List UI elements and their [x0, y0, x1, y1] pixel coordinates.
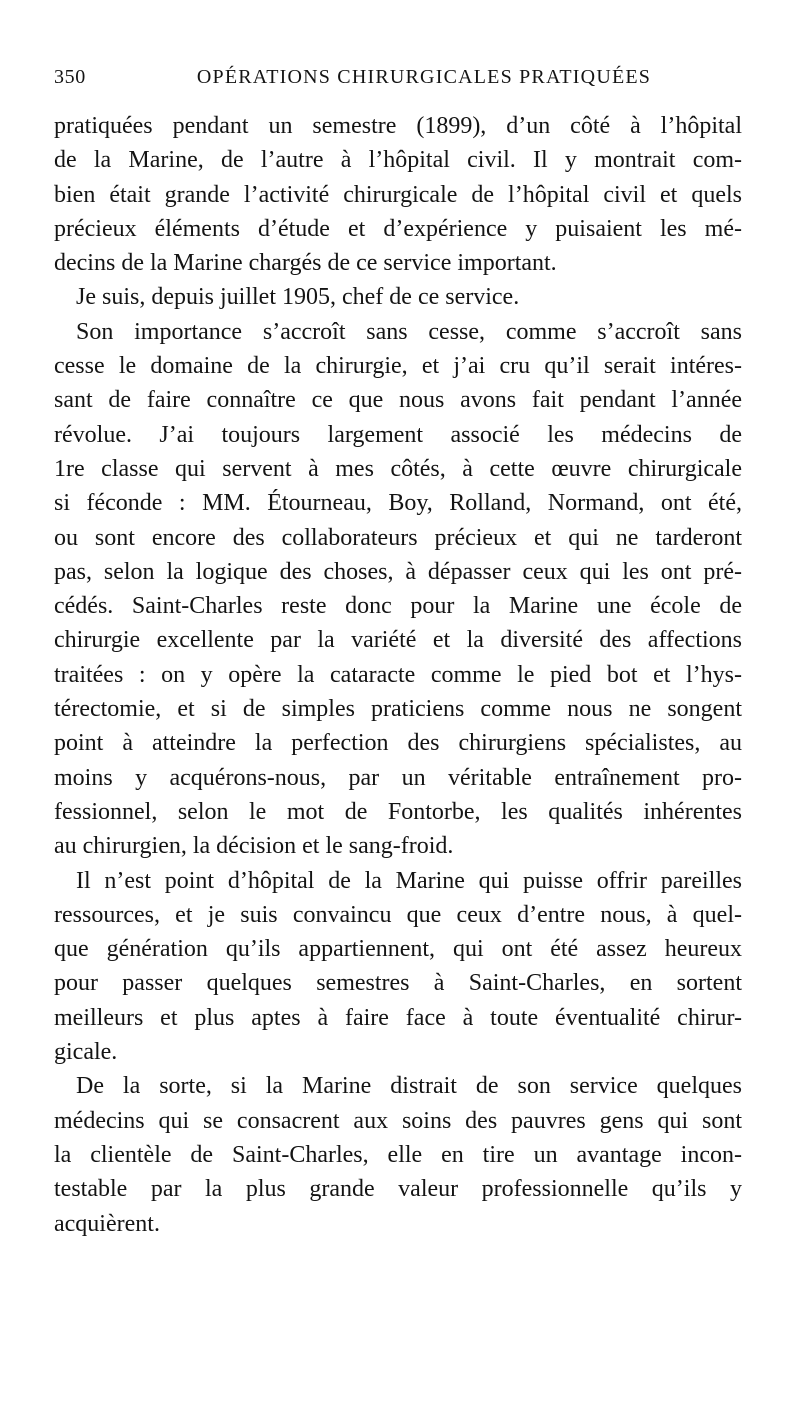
- text-line: bien était grande l’activité chirurgicale de l’hôpital civil et quels: [54, 181, 742, 208]
- text-line: précieux éléments d’étude et d’expérience y puisaient les mé-: [54, 215, 742, 242]
- text-line: pratiquées pendant un semestre (1899), d’un côté à l’hôpital: [54, 113, 742, 139]
- text-line: cesse le domaine de la chirurgie, et j’ai cru qu’il serait intéres-: [54, 353, 742, 380]
- text-line: De la sorte, si la Marine distrait de son service quelques: [76, 1073, 742, 1100]
- text-line: sant de faire connaître ce que nous avons fait pendant l’année: [54, 387, 742, 414]
- text-line: Son importance s’accroît sans cesse, comme s’accroît sans: [76, 318, 742, 345]
- text-line: acquièrent.: [54, 1210, 160, 1237]
- text-line: Il n’est point d’hôpital de la Marine qui puisse offrir pareilles: [76, 867, 742, 894]
- text-line: térectomie, et si de simples praticiens comme nous ne songent: [54, 696, 742, 723]
- running-head: [54, 66, 754, 100]
- paragraph: [54, 864, 742, 1070]
- text-line: moins y acquérons-nous, par un véritable entraînement pro-: [54, 764, 742, 791]
- paragraph: [54, 109, 742, 280]
- paragraph: [54, 280, 742, 314]
- running-title: OPÉRATIONS CHIRURGICALES PRATIQUÉES: [196, 66, 652, 88]
- paragraph: [54, 1069, 742, 1240]
- text-line: meilleurs et plus aptes à faire face à toute éventualité chirur-: [54, 1004, 742, 1031]
- text-line: la clientèle de Saint-Charles, elle en tire un avantage incon-: [54, 1141, 742, 1168]
- text-line: pour passer quelques semestres à Saint-Charles, en sortent: [54, 970, 742, 997]
- text-line: pas, selon la logique des choses, à dépasser ceux qui les ont pré-: [54, 558, 742, 585]
- text-line: révolue. J’ai toujours largement associé les médecins de: [54, 421, 742, 448]
- text-line: chirurgie excellente par la variété et la diversité des affections: [54, 627, 742, 654]
- text-line: ressources, et je suis convaincu que ceux d’entre nous, à quel-: [54, 901, 742, 928]
- text-line: 1re classe qui servent à mes côtés, à cette œuvre chirurgicale: [54, 455, 742, 482]
- text-line: gicale.: [54, 1039, 118, 1066]
- page-number: 350: [54, 66, 86, 88]
- text-line: point à atteindre la perfection des chirurgiens spécialistes, au: [54, 730, 742, 757]
- text-line: médecins qui se consacrent aux soins des pauvres gens qui sont: [54, 1107, 742, 1134]
- text-line: cédés. Saint-Charles reste donc pour la Marine une école de: [54, 593, 742, 620]
- text-line: decins de la Marine chargés de ce service important.: [54, 250, 557, 277]
- text-line: que génération qu’ils appartiennent, qui ont été assez heureux: [54, 936, 742, 963]
- body-text: [54, 109, 742, 1241]
- text-line: au chirurgien, la décision et le sang-froid.: [54, 833, 454, 860]
- text-line: Je suis, depuis juillet 1905, chef de ce service.: [76, 284, 520, 311]
- text-line: fessionnel, selon le mot de Fontorbe, les qualités inhérentes: [54, 798, 742, 825]
- text-line: traitées : on y opère la cataracte comme le pied bot et l’hys-: [54, 661, 742, 688]
- text-line: si féconde : MM. Étourneau, Boy, Rolland, Normand, ont été,: [54, 490, 742, 517]
- text-line: testable par la plus grande valeur professionnelle qu’ils y: [54, 1176, 742, 1203]
- text-line: ou sont encore des collaborateurs précieux et qui ne tarderont: [54, 524, 742, 551]
- text-line: de la Marine, de l’autre à l’hôpital civil. Il y montrait com-: [54, 147, 742, 174]
- paragraph: [54, 315, 742, 864]
